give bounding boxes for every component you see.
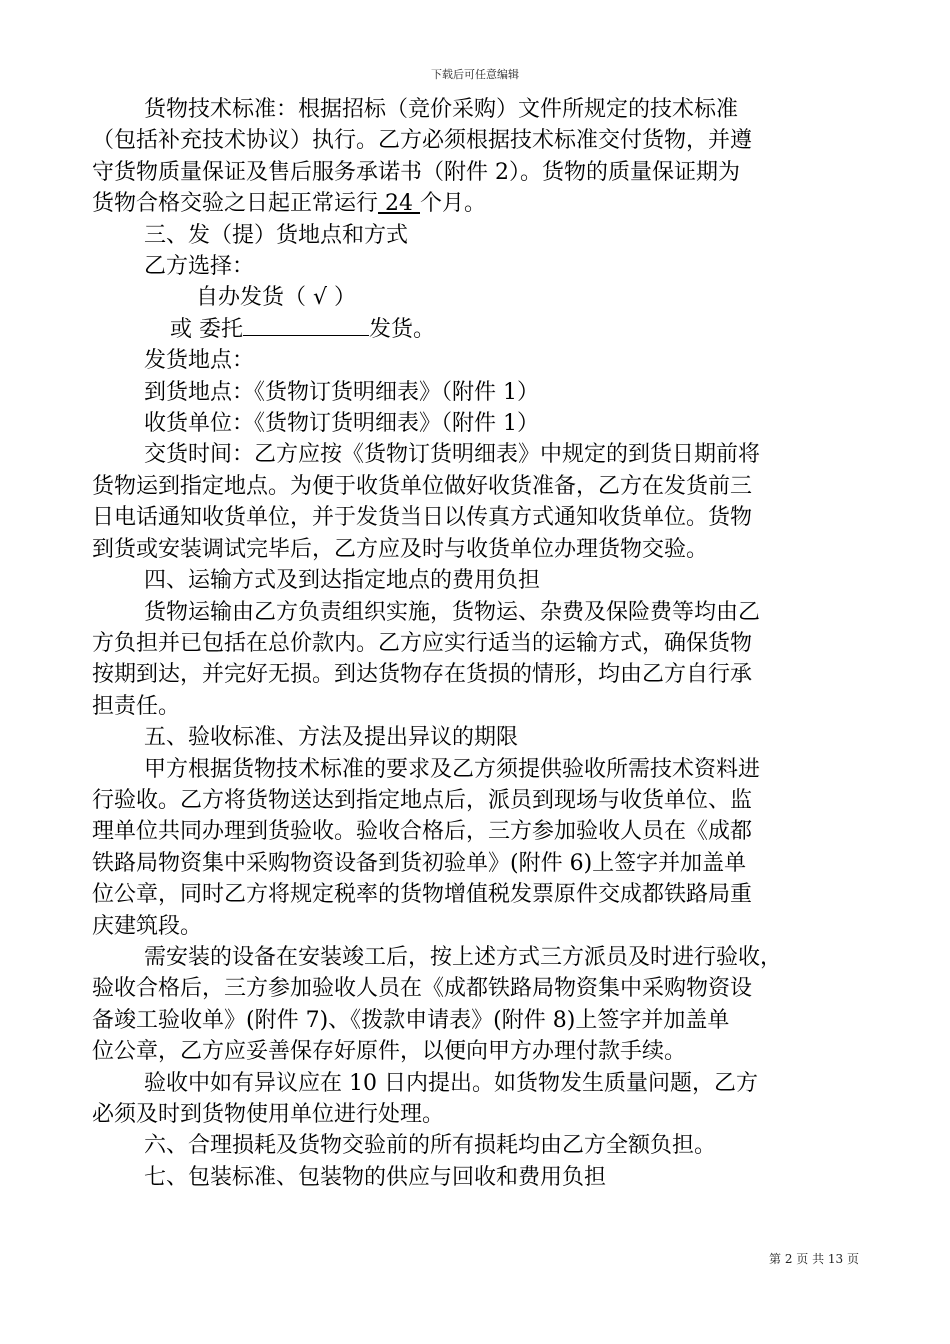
acceptance-line-3: 理单位共同办理到货验收。验收合格后，三方参加验收人员在《成都: [92, 819, 753, 845]
acceptance-line-5: 位公章，同时乙方将规定税率的货物增值税发票原件交成都铁路局重: [92, 882, 753, 908]
acceptance-line-4: 铁路局物资集中采购物资设备到货初验单》(附件 6)上签字并加盖单: [92, 850, 747, 876]
warranty-suffix: 个月。: [420, 191, 487, 217]
transport-line-3: 按期到达，并完好无损。到达货物存在货损的情形，均由乙方自行承: [92, 662, 753, 688]
acceptance-line-1: 甲方根据货物技术标准的要求及乙方须提供验收所需技术资料进: [144, 756, 761, 782]
entrust-ship-option: [92, 314, 872, 345]
objection-line-1: 验收中如有异议应在 10 日内提出。如货物发生质量问题，乙方: [144, 1070, 758, 1096]
party-b-choice-label: 乙方选择：: [144, 254, 255, 280]
section-4-heading: 四、运输方式及到达指定地点的费用负担: [144, 568, 541, 594]
installation-line-1: 需安装的设备在安装竣工后，按上述方式三方派员及时进行验收，: [144, 944, 783, 970]
page-footer: 第 2 页 共 13 页: [769, 1252, 859, 1266]
tech-standard-line-4: [92, 188, 872, 219]
tech-standard-line-1: 货物技术标准：根据招标（竞价采购）文件所规定的技术标准: [144, 97, 739, 122]
receiving-unit: 收货单位：《货物订货明细表》（附件 1）: [144, 411, 539, 437]
section-5-heading: 五、验收标准、方法及提出异议的期限: [144, 725, 519, 751]
section-6-heading: 六、合理损耗及货物交验前的所有损耗均由乙方全额负担。: [144, 1133, 717, 1159]
section-7-heading: 七、包装标准、包装物的供应与回收和费用负担: [144, 1164, 607, 1190]
entrust-suffix: 发货。: [369, 316, 436, 342]
delivery-time-line-3: 日电话通知收货单位，并于发货当日以传真方式通知收货单位。货物: [92, 505, 753, 531]
transport-line-2: 方负担并已包括在总价款内。乙方应实行适当的运输方式，确保货物: [92, 630, 753, 656]
acceptance-line-6: 庆建筑段。: [92, 913, 203, 939]
installation-line-2: 验收合格后，三方参加验收人员在《成都铁路局物资集中采购物资设: [92, 976, 753, 1002]
delivery-time-line-2: 货物运到指定地点。为便于收货单位做好收货准备，乙方在发货前三: [92, 473, 753, 499]
objection-line-2: 必须及时到货物使用单位进行处理。: [92, 1102, 445, 1127]
entrust-prefix: 或 委托: [170, 316, 243, 342]
tech-standard-line-3: 守货物质量保证及售后服务承诺书（附件 2）。货物的质量保证期为: [92, 159, 740, 185]
page-header: 下载后可任意编辑: [431, 68, 519, 81]
warranty-prefix: 货物合格交验之日起正常运行: [92, 191, 379, 217]
tech-standard-line-2: （包括补充技术协议）执行。乙方必须根据技术标准交付货物，并遵: [92, 128, 753, 154]
entrust-blank-line: [243, 315, 369, 336]
delivery-time-line-1: 交货时间：乙方应按《货物订货明细表》中规定的到货日期前将: [144, 442, 761, 468]
transport-line-4: 担责任。: [92, 693, 181, 719]
self-ship-option: 自办发货（ √ ）: [196, 285, 357, 311]
warranty-months-value: 24: [378, 191, 420, 217]
section-3-heading: 三、发（提）货地点和方式: [144, 222, 409, 248]
installation-line-4: 位公章，乙方应妥善保存好原件，以便向甲方办理付款手续。: [92, 1039, 687, 1065]
ship-from-label: 发货地点：: [144, 348, 255, 374]
installation-line-3: 备竣工验收单》(附件 7)、《拨款申请表》(附件 8)上签字并加盖单: [92, 1007, 730, 1033]
acceptance-line-2: 行验收。乙方将货物送达到指定地点后，派员到现场与收货单位、监: [92, 787, 753, 813]
transport-line-1: 货物运输由乙方负责组织实施，货物运、杂费及保险费等均由乙: [144, 599, 761, 625]
arrival-place: 到货地点：《货物订货明细表》（附件 1）: [144, 379, 539, 405]
document-body: [92, 94, 872, 1193]
delivery-time-line-4: 到货或安装调试完毕后，乙方应及时与收货单位办理货物交验。: [92, 536, 709, 562]
